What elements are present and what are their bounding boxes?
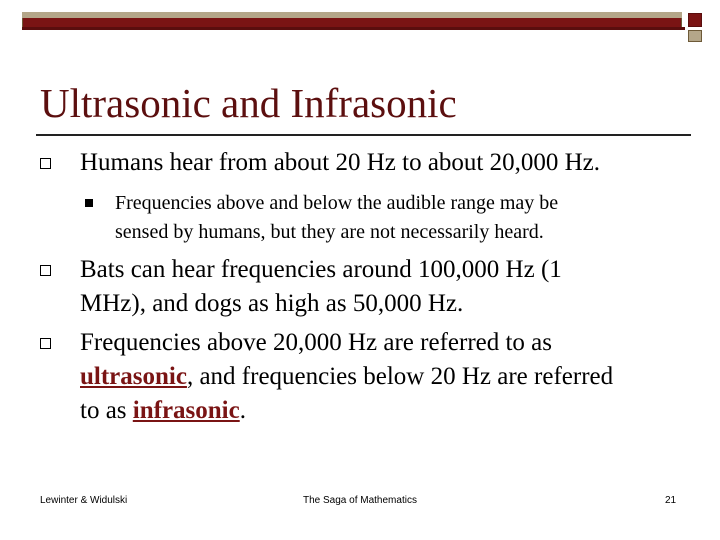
bullet-text-pre: to as [80,397,133,424]
footer-authors: Lewinter & Widulski [40,495,128,506]
footer-book-title: The Saga of Mathematics [303,495,417,506]
bullet-text-line [80,394,246,428]
bullet-text: Frequencies above 20,000 Hz are referred to as [80,329,553,356]
bullet-text-line [80,360,613,394]
filled-square-bullet-icon [85,199,93,207]
hollow-square-bullet-icon [40,338,51,349]
term-ultrasonic: ultrasonic [80,363,187,390]
bullet-text: MHz), and dogs as high as 50,000 Hz. [80,290,464,317]
slide-title: Ultrasonic and Infrasonic [40,80,457,126]
hollow-square-bullet-icon [40,158,51,169]
footer-page-number: 21 [665,495,677,506]
hollow-square-bullet-icon [40,265,51,276]
corner-square-light [688,30,702,42]
term-infrasonic: infrasonic [132,397,240,424]
title-divider [36,134,691,136]
sub-bullet-line: sensed by humans, but they are not necessarily heard. [115,221,544,243]
bullet-text: Bats can hear frequencies around 100,000 Hz (1 [80,256,562,283]
bullet-text-rest: , and frequencies below 20 Hz are referred [186,363,614,390]
bullet-text: Humans hear from about 20 Hz to about 20,000 Hz. [80,149,601,176]
corner-square-dark [688,13,702,27]
sub-bullet-line: Frequencies above and below the audible range may be [115,192,559,214]
bullet-text-post: . [239,397,246,424]
top-band-underline [22,27,685,30]
top-band-highlight [22,12,682,18]
